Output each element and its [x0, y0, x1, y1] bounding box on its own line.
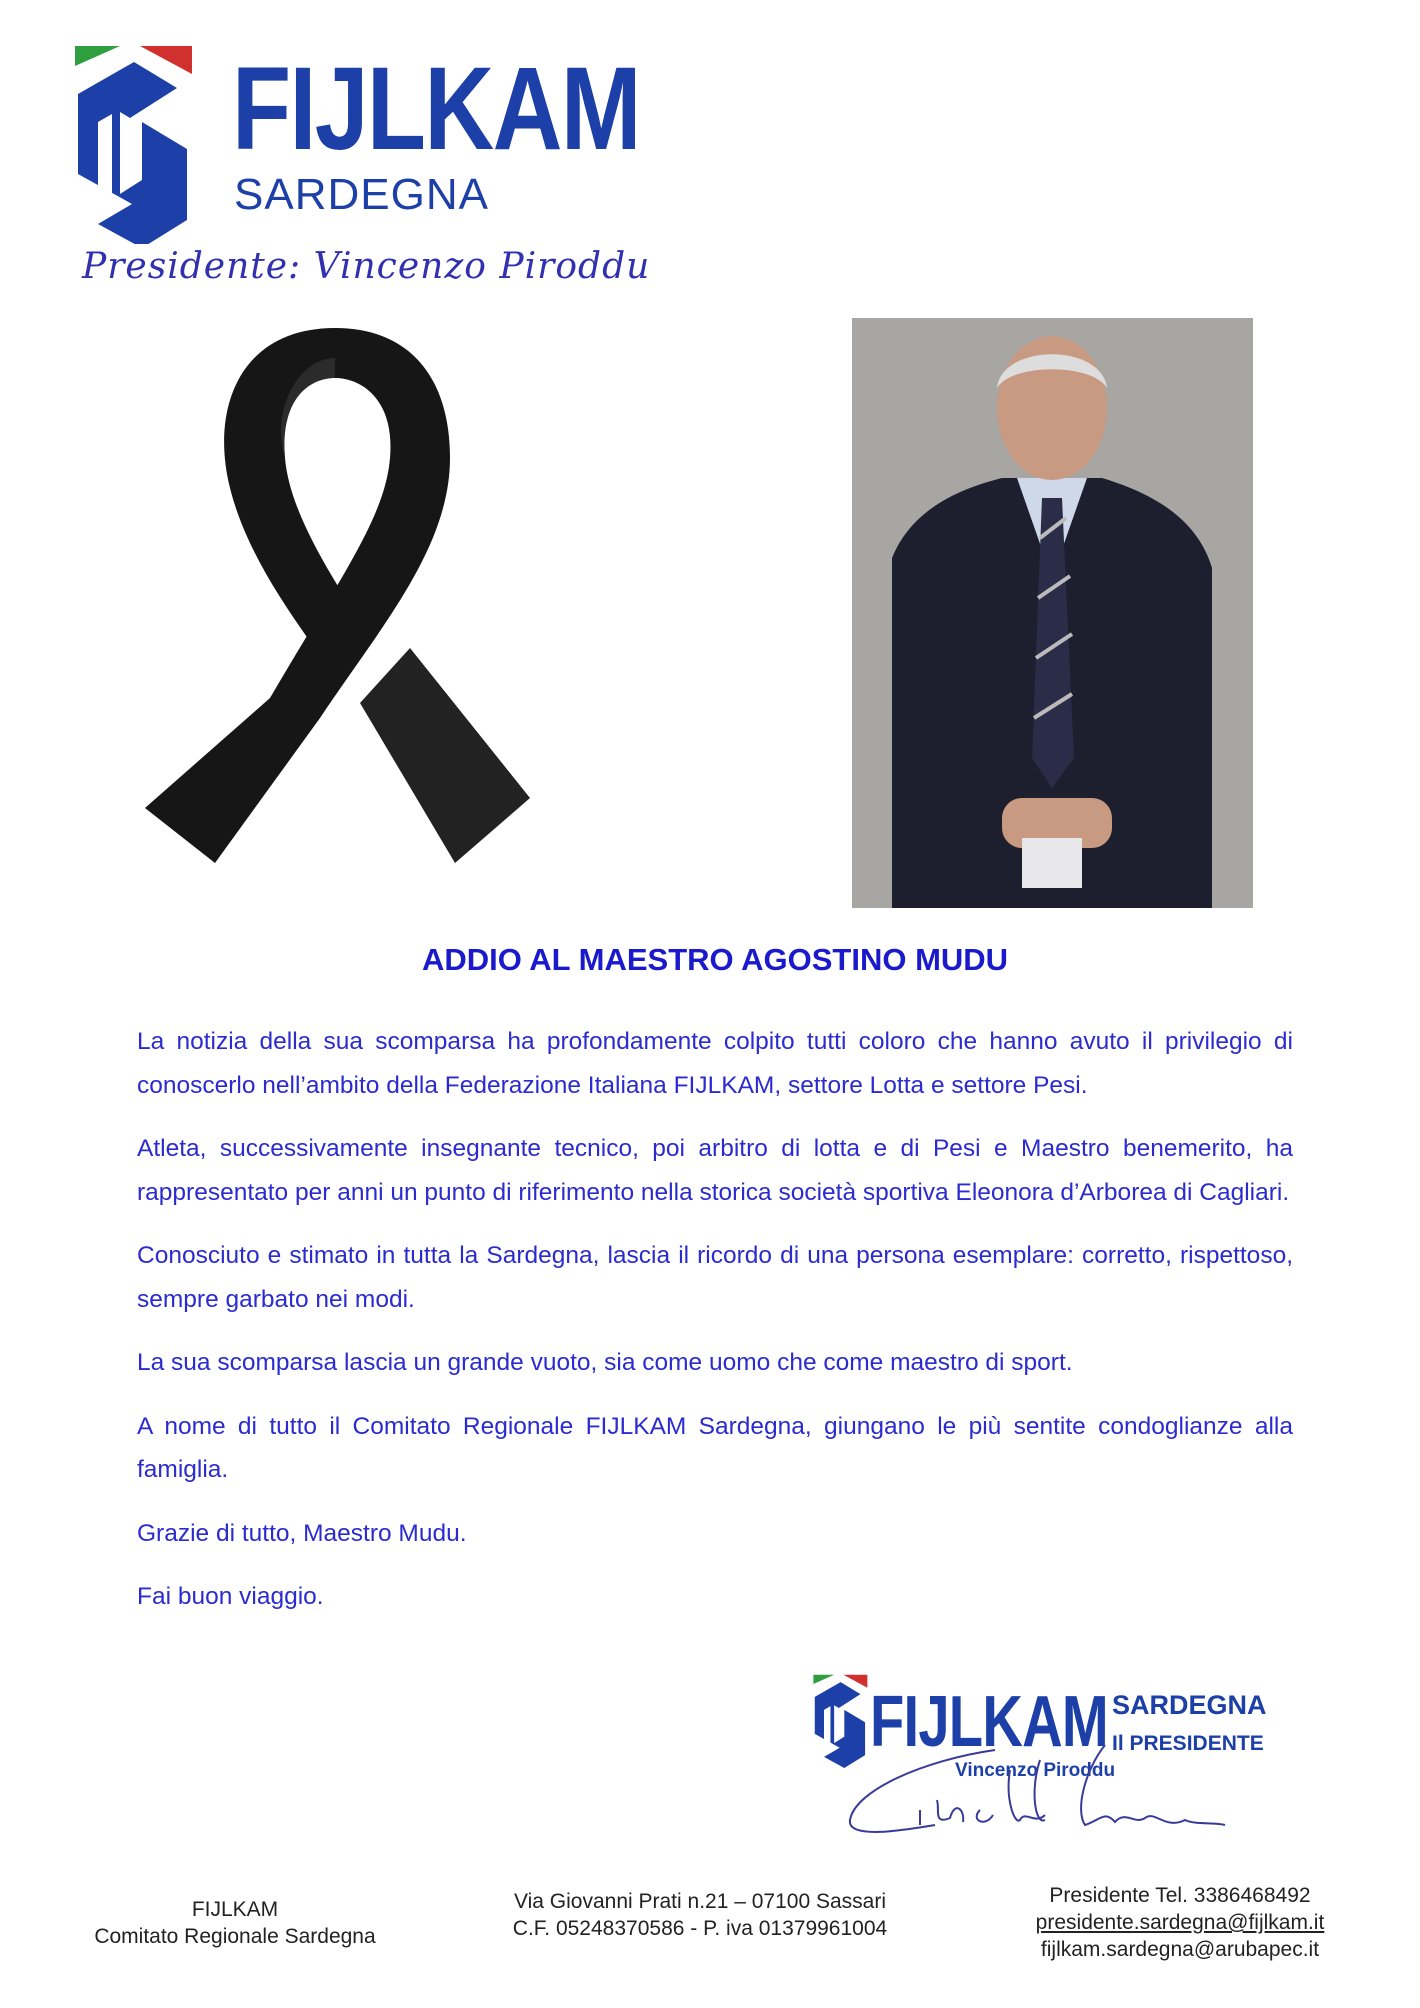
paragraph: Atleta, successivamente insegnante tecnico, poi arbitro di lotta e di Pesi e Maestro benemerito, ha rappresentato per anni un punto di riferimento nella storica società sportiva Eleonora d’Arborea di Cagliari.: [137, 1135, 1293, 1206]
article-title: ADDIO AL MAESTRO AGOSTINO MUDU: [421, 942, 1009, 977]
paragraph: La notizia della sua scomparsa ha profondamente colpito tutti coloro che hanno avuto il privilegio di conoscerlo nell’ambito della Federazione Italiana FIJLKAM, settore Lotta e settore Pesi.: [137, 1028, 1293, 1099]
president-line: Presidente: Vincenzo Piroddu: [82, 246, 651, 287]
footer-address: Via Giovanni Prati n.21 – 07100 Sassari: [513, 1890, 886, 1913]
article-body: [137, 1020, 1293, 1639]
stamp-region: SARDEGNA: [1112, 1690, 1267, 1720]
signature-icon: [845, 1730, 1245, 1850]
footer-tax-ids: C.F. 05248370586 - P. iva 01379961004: [512, 1917, 888, 1940]
stamp-role: Il PRESIDENTE: [1112, 1732, 1264, 1755]
footer-committee: Comitato Regionale Sardegna: [94, 1925, 376, 1948]
footer-left: [60, 1896, 410, 1950]
paragraph: La sua scomparsa lascia un grande vuoto, sia come uomo che come maestro di sport.: [137, 1349, 1073, 1376]
footer-email-link[interactable]: presidente.sardegna@fijlkam.it: [1035, 1911, 1325, 1934]
stamp-wordmark: FIJLKAM: [870, 1682, 1108, 1762]
paragraph: Conosciuto e stimato in tutta la Sardegna, lascia il ricordo di una persona esemplare: corretto, rispettoso, sempre garbato nei modi.: [137, 1242, 1293, 1313]
stamp-name: Vincenzo Piroddu: [955, 1760, 1116, 1781]
fijlkam-logo-icon: [72, 44, 202, 244]
paragraph: Grazie di tutto, Maestro Mudu.: [137, 1519, 467, 1547]
footer-right: [990, 1882, 1370, 1963]
footer-center: [470, 1888, 930, 1942]
logo-subtitle: SARDEGNA: [234, 170, 489, 219]
portrait-photo: [852, 318, 1253, 908]
footer-org: FIJLKAM: [191, 1898, 279, 1921]
footer-phone: Presidente Tel. 3386468492: [1049, 1884, 1311, 1907]
mourning-ribbon-icon: [120, 318, 550, 878]
paragraph: Fai buon viaggio.: [137, 1583, 324, 1610]
logo-wordmark: FIJLKAM: [232, 43, 640, 175]
footer-pec: fijlkam.sardegna@arubapec.it: [1040, 1938, 1320, 1961]
paragraph: A nome di tutto il Comitato Regionale FIJLKAM Sardegna, giungano le più sentite condoglianze alla famiglia.: [137, 1412, 1293, 1483]
